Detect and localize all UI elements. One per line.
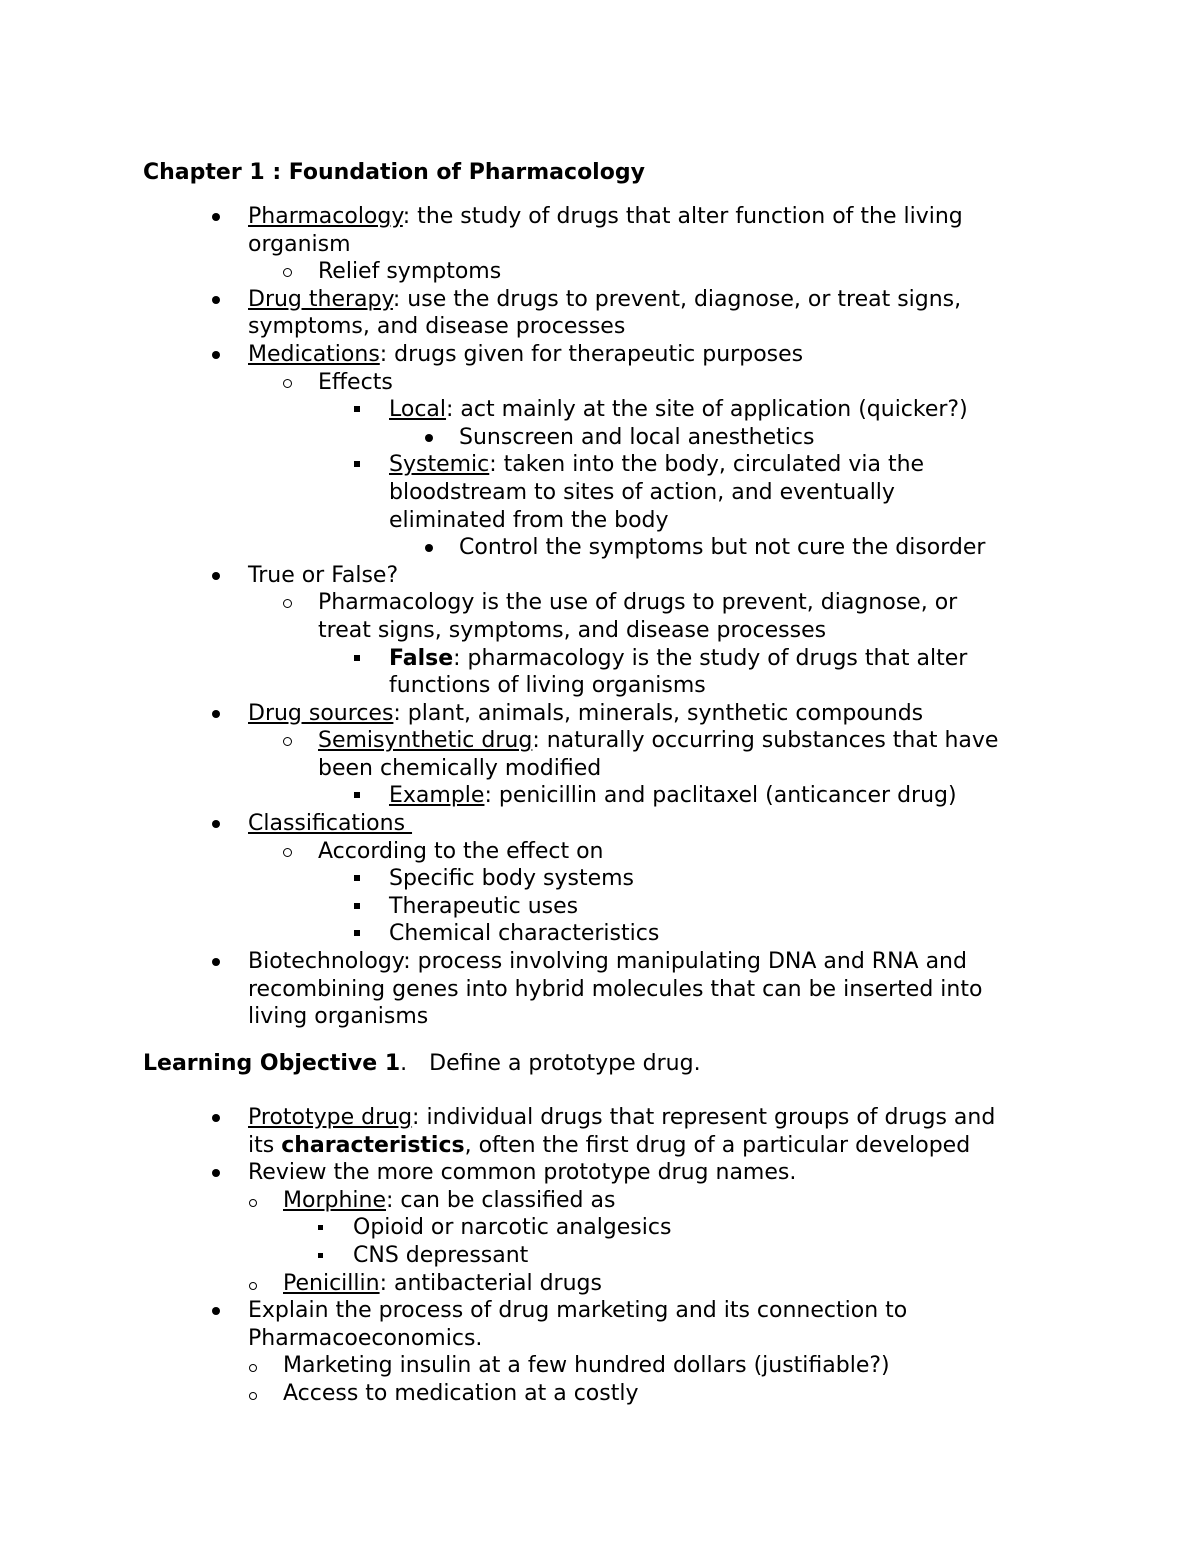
bullet-disc-icon (425, 434, 433, 442)
list-item: According to the effect on (0, 838, 998, 866)
list-item: Opioid or narcotic analgesics (0, 1214, 995, 1242)
list-item: Drug therapy: use the drugs to prevent, diagnose, or treat signs, symptoms, and disease processes (0, 286, 998, 341)
bullet-disc-icon (212, 820, 220, 828)
list-item: Pharmacology: the study of drugs that alter function of the living organism (0, 203, 998, 258)
bullet-circle-icon (249, 1199, 257, 1207)
bullet-square-icon (354, 930, 360, 936)
bullet-disc-icon (212, 1307, 220, 1315)
list-item: Pharmacology is the use of drugs to prevent, diagnose, or treat signs, symptoms, and disease processes (0, 589, 998, 644)
list-item: Penicillin: antibacterial drugs (0, 1270, 995, 1298)
list-item: Marketing insulin at a few hundred dollars (justifiable?) (0, 1352, 995, 1380)
learning-objective-heading: Learning Objective 1. Define a prototype drug. (143, 1051, 701, 1076)
list-item: Therapeutic uses (0, 893, 998, 921)
list-item: Systemic: taken into the body, circulated via the bloodstream to sites of action, and eventually eliminated from the body (0, 451, 998, 534)
list-item: Drug sources: plant, animals, minerals, synthetic compounds (0, 700, 998, 728)
bullet-square-icon (354, 903, 360, 909)
list-item: Access to medication at a costly (0, 1380, 995, 1408)
bullet-disc-icon (212, 296, 220, 304)
list-item: Local: act mainly at the site of application (quicker?) (0, 396, 998, 424)
list-item: Semisynthetic drug: naturally occurring substances that have been chemically modified (0, 727, 998, 782)
list-item: Sunscreen and local anesthetics (0, 424, 998, 452)
list-item: Control the symptoms but not cure the disorder (0, 534, 998, 562)
bullet-circle-icon (283, 737, 292, 746)
list-item: Medications: drugs given for therapeutic purposes (0, 341, 998, 369)
list-item: Specific body systems (0, 865, 998, 893)
list-item: Chemical characteristics (0, 920, 998, 948)
bullet-square-icon (354, 792, 360, 798)
list-item: Biotechnology: process involving manipulating DNA and RNA and recombining genes into hybrid molecules that can be inserted into living organisms (0, 948, 998, 1031)
list-item: Prototype drug: individual drugs that represent groups of drugs and its characteristics, often the first drug of a particular developed (0, 1104, 995, 1159)
bullet-square-icon (354, 655, 360, 661)
bullet-disc-icon (212, 572, 220, 580)
objective-notes-list (0, 1104, 995, 1408)
bullet-disc-icon (212, 1169, 220, 1177)
list-item: Morphine: can be classified as (0, 1187, 995, 1215)
list-item: Relief symptoms (0, 258, 998, 286)
bullet-disc-icon (212, 710, 220, 718)
chapter-title: Chapter 1 : Foundation of Pharmacology (143, 160, 645, 185)
list-item: Explain the process of drug marketing and its connection to Pharmacoeconomics. (0, 1297, 995, 1352)
bullet-square-icon (354, 461, 360, 467)
bullet-circle-icon (283, 268, 292, 277)
list-item: False: pharmacology is the study of drugs that alter functions of living organisms (0, 645, 998, 700)
list-item: Effects (0, 369, 998, 397)
bullet-square-icon (354, 875, 360, 881)
bullet-circle-icon (283, 379, 292, 388)
bullet-circle-icon (249, 1392, 257, 1400)
list-item: Review the more common prototype drug names. (0, 1159, 995, 1187)
bullet-circle-icon (249, 1282, 257, 1290)
bullet-disc-icon (425, 544, 433, 552)
bullet-disc-icon (212, 213, 220, 221)
list-item: True or False? (0, 562, 998, 590)
bullet-disc-icon (212, 958, 220, 966)
bullet-square-icon (354, 406, 360, 412)
chapter-notes-list (0, 203, 998, 1031)
bullet-square-icon (318, 1225, 323, 1230)
bullet-disc-icon (212, 1114, 220, 1122)
list-item: CNS depressant (0, 1242, 995, 1270)
bullet-circle-icon (283, 599, 292, 608)
list-item: Example: penicillin and paclitaxel (anticancer drug) (0, 782, 998, 810)
bullet-circle-icon (249, 1364, 257, 1372)
list-item: Classifications (0, 810, 998, 838)
bullet-circle-icon (283, 848, 292, 857)
bullet-square-icon (318, 1253, 323, 1258)
bullet-disc-icon (212, 351, 220, 359)
